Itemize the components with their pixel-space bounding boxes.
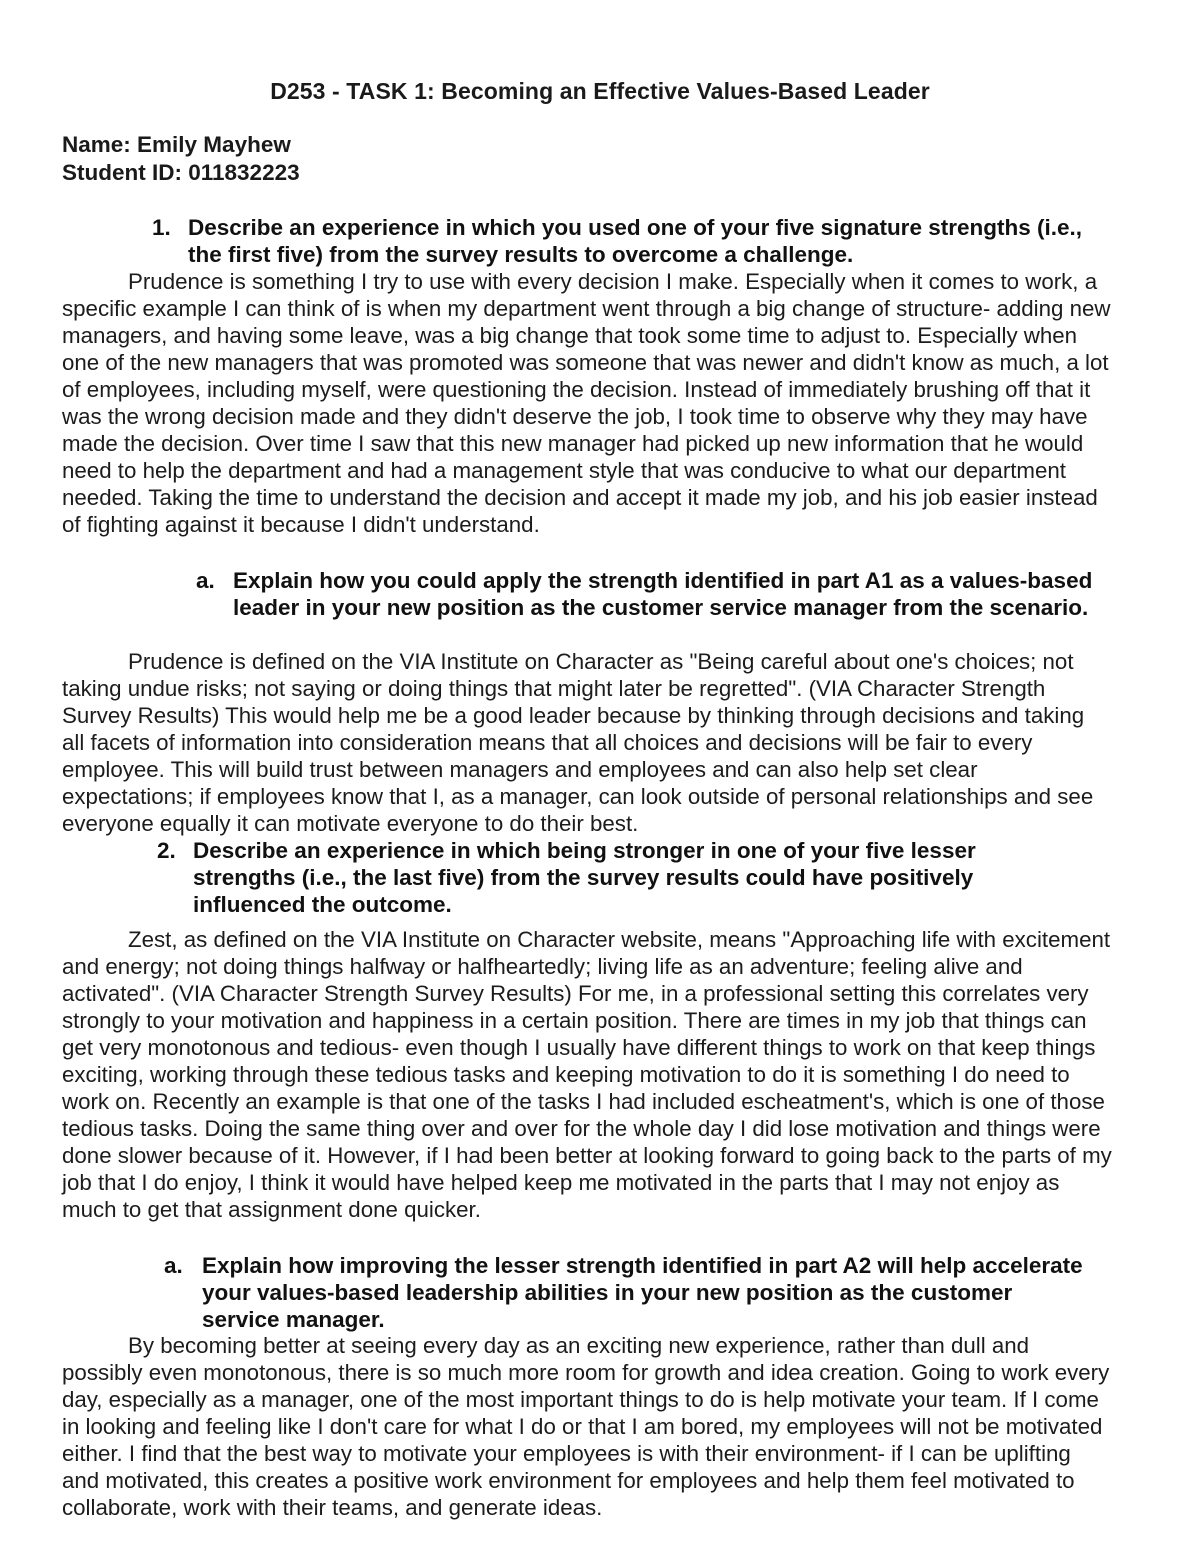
name-value: Emily Mayhew: [137, 132, 291, 157]
question-2a: [164, 1252, 1084, 1333]
question-2: [157, 837, 1057, 918]
name-label: Name:: [62, 132, 138, 157]
question-1: [152, 214, 1102, 268]
answer-2: Zest, as defined on the VIA Institute on Character website, means "Approaching life with excitement and energy; not doing things halfway or halfheartedly; living life as an adventure; feeling alive and activated". (VIA Character Strength Survey Results) For me, in a professional setting this correlates very strongly to your motivation and happiness in a certain position. There are times in my job that things can get very monotonous and tedious- even though I usually have different things to work on that keep things exciting, working through these tedious tasks and keeping motivation to do it is something I do need to work on. Recently an example is that one of the tasks I had included escheatment's, which is one of those tedious tasks. Doing the same thing over and over for the whole day I did lose motivation and things were done slower because of it. However, if I had been better at looking forward to going back to the parts of my job that I do enjoy, I think it would have helped keep me motivated in the parts that I may not enjoy as much to get that assignment done quicker.: [62, 927, 1112, 1222]
question-number: a.: [196, 568, 215, 593]
question-number: 1.: [152, 215, 171, 240]
question-number: a.: [164, 1253, 183, 1278]
answer-1a: Prudence is defined on the VIA Institute on Character as "Being careful about one's choices; not taking undue risks; not saying or doing things that might later be regretted". (VIA Character Strength Survey Results) This would help me be a good leader because by thinking through decisions and taking all facets of information into consideration means that all choices and decisions will be fair to every employee. This will build trust between managers and employees and can also help set clear expectations; if employees know that I, as a manager, can look outside of personal relationships and see everyone equally it can motivate everyone to do their best.: [62, 649, 1094, 836]
answer-2a: By becoming better at seeing every day as an exciting new experience, rather than dull and possibly even monotonous, there is so much more room for growth and idea creation. Going to work every day, especially as a manager, one of the most important things to do is help motivate your team. If I come in looking and feeling like I don't care for what I do or that I am bored, my employees will not be motivated either. I find that the best way to motivate your employees is with their environment- if I can be uplifting and motivated, this creates a positive work environment for employees and help them feel motivated to collaborate, work with their teams, and generate ideas.: [62, 1333, 1110, 1520]
student-id: [62, 160, 300, 186]
page-title: D253 - TASK 1: Becoming an Effective Values-Based Leader: [270, 78, 930, 104]
id-value: 011832223: [188, 160, 300, 185]
question-1a: [196, 567, 1106, 621]
question-text: Explain how you could apply the strength identified in part A1 as a values-based leader in your new position as the customer service manager from the scenario.: [233, 568, 1093, 620]
question-text: Explain how improving the lesser strength identified in part A2 will help accelerate your values-based leadership abilities in your new position as the customer service manager.: [202, 1253, 1083, 1332]
question-text: Describe an experience in which being stronger in one of your five lesser strengths (i.e., the last five) from the survey results could have positively influenced the outcome.: [193, 838, 976, 917]
question-number: 2.: [157, 838, 176, 863]
student-name: [62, 132, 291, 158]
answer-1: Prudence is something I try to use with every decision I make. Especially when it comes to work, a specific example I can think of is when my department went through a big change of structure- adding new managers, and having some leave, was a big change that took some time to adjust to. Especially when one of the new managers that was promoted was someone that was newer and didn't know as much, a lot of employees, including myself, were questioning the decision. Instead of immediately brushing off that it was the wrong decision made and they didn't deserve the job, I took time to observe why they may have made the decision. Over time I saw that this new manager had picked up new information that he would need to help the department and had a management style that was conducive to what our department needed. Taking the time to understand the decision and accept it made my job, and his job easier instead of fighting against it because I didn't understand.: [62, 269, 1111, 537]
question-text: Describe an experience in which you used one of your five signature strengths (i.e., the first five) from the survey results to overcome a challenge.: [188, 215, 1082, 267]
id-label: Student ID:: [62, 160, 189, 185]
